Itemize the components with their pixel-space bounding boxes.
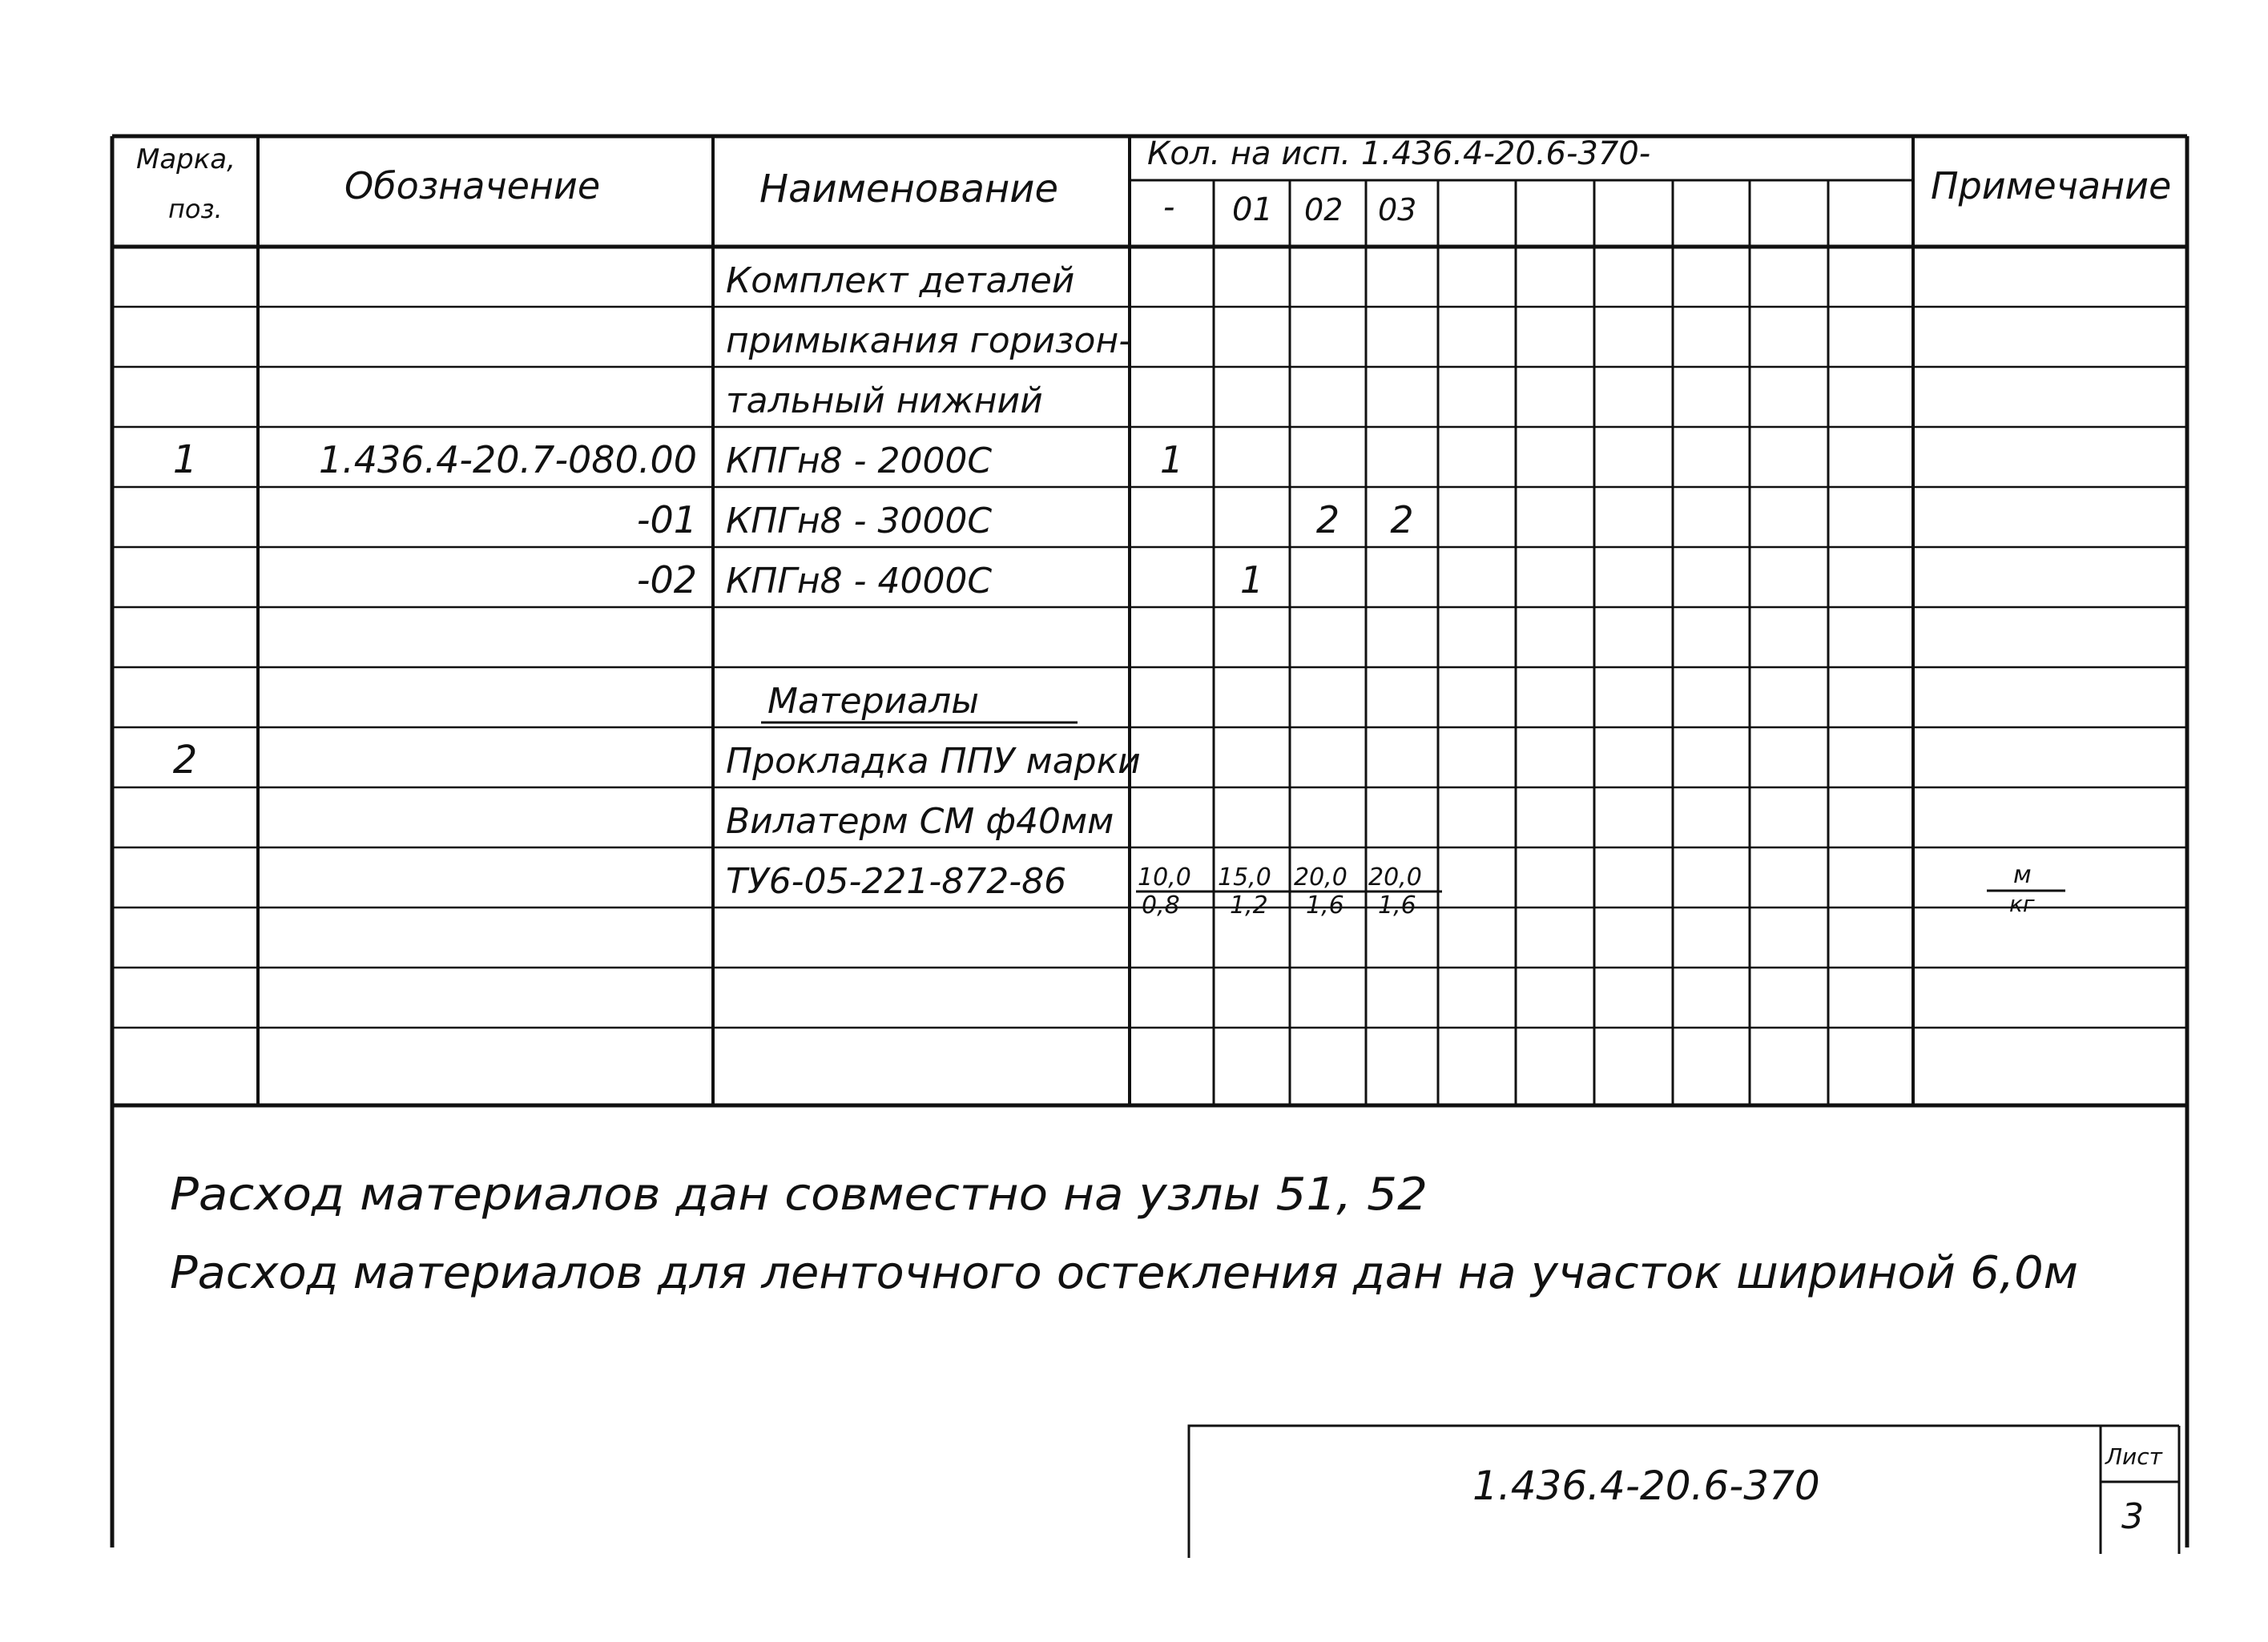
note-line-1: Расход материалов дан совместно на узлы 51, 52 [170, 1169, 1428, 1221]
row-name: Материалы [767, 681, 979, 722]
row-qty: 1 [1239, 558, 1264, 602]
fraction-2-bottom: 1,6 [1306, 891, 1344, 920]
fraction-3-bottom: 1,6 [1378, 891, 1416, 920]
table-rows [173, 260, 1414, 902]
fraction-2-top: 20,0 [1294, 863, 1348, 891]
materials-fractions [1136, 861, 2065, 920]
row-name: примыкания горизон- [726, 320, 1132, 361]
fraction-0-bottom: 0,8 [1142, 891, 1180, 920]
note-line-2: Расход материалов для ленточного остекления дан на участок шириной 6,0м [170, 1247, 2078, 1299]
header-variant-3: 03 [1378, 192, 1417, 227]
header-mark-pos-2: поз. [168, 194, 223, 224]
row-name: КПГн8 - 3000С [726, 501, 993, 541]
header-mark-pos: Марка, [136, 143, 236, 175]
header-variant-1: 01 [1232, 191, 1273, 228]
row-name: Прокладка ППУ марки [726, 741, 1141, 782]
row-qty: 2 [1315, 498, 1340, 541]
row-name: Комплект деталей [726, 260, 1075, 301]
header-variant-2: 02 [1304, 192, 1343, 227]
row-mark: 2 [172, 738, 198, 783]
table-header [136, 135, 2171, 228]
fraction-3-top: 20,0 [1368, 863, 1422, 891]
header-designation: Обозначение [344, 164, 601, 207]
header-note: Примечание [1931, 164, 2172, 207]
fraction-note-top: м [2013, 861, 2032, 889]
row-designation: -02 [636, 558, 697, 602]
row-designation: 1.436.4-20.7-080.00 [318, 438, 697, 481]
row-name: КПГн8 - 4000С [726, 561, 993, 602]
fraction-0-top: 10,0 [1138, 863, 1191, 891]
fraction-1-bottom: 1,2 [1230, 891, 1268, 920]
row-name: Вилатерм СМ ф40мм [726, 801, 1114, 842]
header-qty-title: Кол. на исп. 1.436.4-20.6-370- [1147, 135, 1651, 172]
row-mark: 1 [172, 437, 198, 482]
fraction-1-top: 15,0 [1218, 863, 1271, 891]
row-name: ТУ6-05-221-872-86 [726, 861, 1067, 902]
notes-section [170, 1169, 2078, 1299]
header-name: Наименование [759, 167, 1059, 211]
row-name: тальный нижний [726, 380, 1043, 421]
document-code: 1.436.4-20.6-370 [1472, 1463, 1820, 1509]
table-grid [112, 136, 2187, 1547]
row-name: КПГн8 - 2000С [726, 441, 993, 481]
fraction-note-bottom: кг [2009, 891, 2035, 917]
sheet-label: Лист [2105, 1443, 2162, 1470]
row-qty: 1 [1159, 438, 1184, 481]
title-block [1189, 1426, 2179, 1558]
header-variant-0: - [1163, 189, 1175, 226]
row-designation: -01 [636, 498, 697, 541]
row-qty: 2 [1390, 498, 1414, 541]
sheet-number: 3 [2121, 1496, 2144, 1537]
